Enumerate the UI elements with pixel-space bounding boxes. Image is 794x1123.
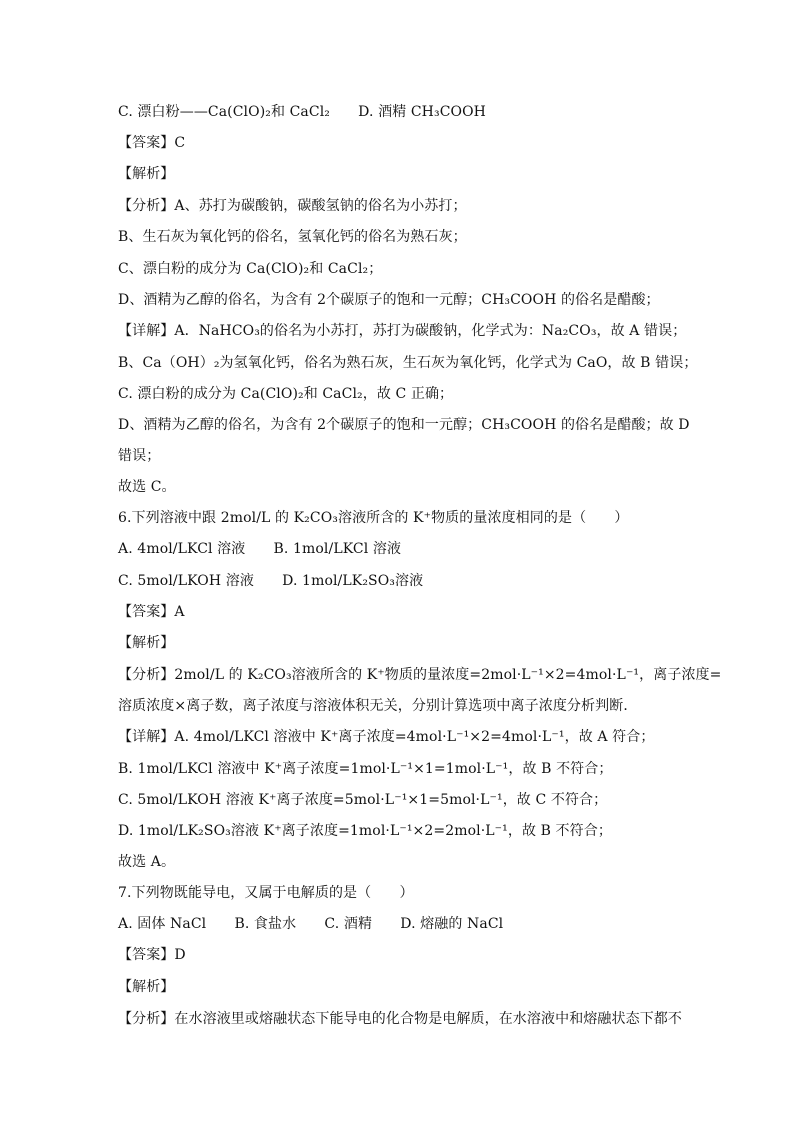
text-line: 【分析】A、苏打为碳酸钠，碳酸氢钠的俗名为小苏打； (118, 198, 467, 214)
text-line: D、酒精为乙醇的俗名，为含有 2个碳原子的饱和一元醇；CH₃COOH 的俗名是醋酸；故 D (118, 417, 690, 433)
text-line: B、生石灰为氧化钙的俗名，氢氧化钙的俗名为熟石灰； (118, 229, 467, 245)
text-line: B、Ca（OH）₂为氢氧化钙，俗名为熟石灰，生石灰为氧化钙，化学式为 CaO，故 B 错误； (118, 355, 698, 371)
text-line: 【分析】在水溶液里或熔融状态下能导电的化合物是电解质，在水溶液中和熔融状态下都不 (118, 1011, 682, 1027)
text-line: C. 漂白粉——Ca(ClO)₂和 CaCl₂ D. 酒精 CH₃COOH (118, 104, 486, 120)
answer-label: 【答案】D (118, 947, 186, 963)
question-6-options-ab: A. 4mol/LKCl 溶液 B. 1mol/LKCl 溶液 (118, 541, 402, 557)
text-line: D. 1mol/LK₂SO₃溶液 K⁺离子浓度=1mol·L⁻¹×2=2mol·L⁻¹，故 B 不符合； (118, 823, 612, 839)
question-7-options: A. 固体 NaCl B. 食盐水 C. 酒精 D. 熔融的 NaCl (118, 916, 504, 932)
answer-label: 【答案】C (118, 135, 186, 151)
text-line: C. 漂白粉的成分为 Ca(ClO)₂和 CaCl₂，故 C 正确； (118, 386, 454, 402)
analysis-label: 【解析】 (118, 635, 175, 651)
answer-label: 【答案】A (118, 604, 185, 620)
question-6-options-cd: C. 5mol/LKOH 溶液 D. 1mol/LK₂SO₃溶液 (118, 573, 424, 589)
text-line: C、漂白粉的成分为 Ca(ClO)₂和 CaCl₂； (118, 261, 383, 277)
text-line: 故选 C。 (118, 479, 176, 495)
text-line: 【详解】A. 4mol/LKCl 溶液中 K⁺离子浓度=4mol·L⁻¹×2=4mol·L⁻¹，故 A 符合； (118, 729, 655, 745)
text-line: 【分析】2mol/L 的 K₂CO₃溶液所含的 K⁺物质的量浓度=2mol·L⁻¹×2=4mol·L⁻¹，离子浓度= (118, 667, 722, 683)
analysis-label: 【解析】 (118, 979, 175, 995)
text-line: 【详解】A．NaHCO₃的俗名为小苏打，苏打为碳酸钠，化学式为：Na₂CO₃，故 A 错误； (118, 323, 687, 339)
question-6: 6.下列溶液中跟 2mol/L 的 K₂CO₃溶液所含的 K⁺物质的量浓度相同的是（ ） (118, 510, 629, 526)
analysis-label: 【解析】 (118, 166, 175, 182)
text-line: B. 1mol/LKCl 溶液中 K⁺离子浓度=1mol·L⁻¹×1=1mol·L⁻¹，故 B 不符合； (118, 761, 613, 777)
text-line: D、酒精为乙醇的俗名，为含有 2个碳原子的饱和一元醇；CH₃COOH 的俗名是醋酸； (118, 292, 660, 308)
text-line: 溶质浓度×离子数，离子浓度与溶液体积无关，分别计算选项中离子浓度分析判断． (118, 698, 638, 714)
text-line: C. 5mol/LKOH 溶液 K⁺离子浓度=5mol·L⁻¹×1=5mol·L⁻¹，故 C 不符合； (118, 792, 608, 808)
text-line: 错误； (118, 448, 161, 464)
question-7: 7.下列物既能导电，又属于电解质的是（ ） (118, 885, 414, 901)
text-line: 故选 A。 (118, 854, 176, 870)
